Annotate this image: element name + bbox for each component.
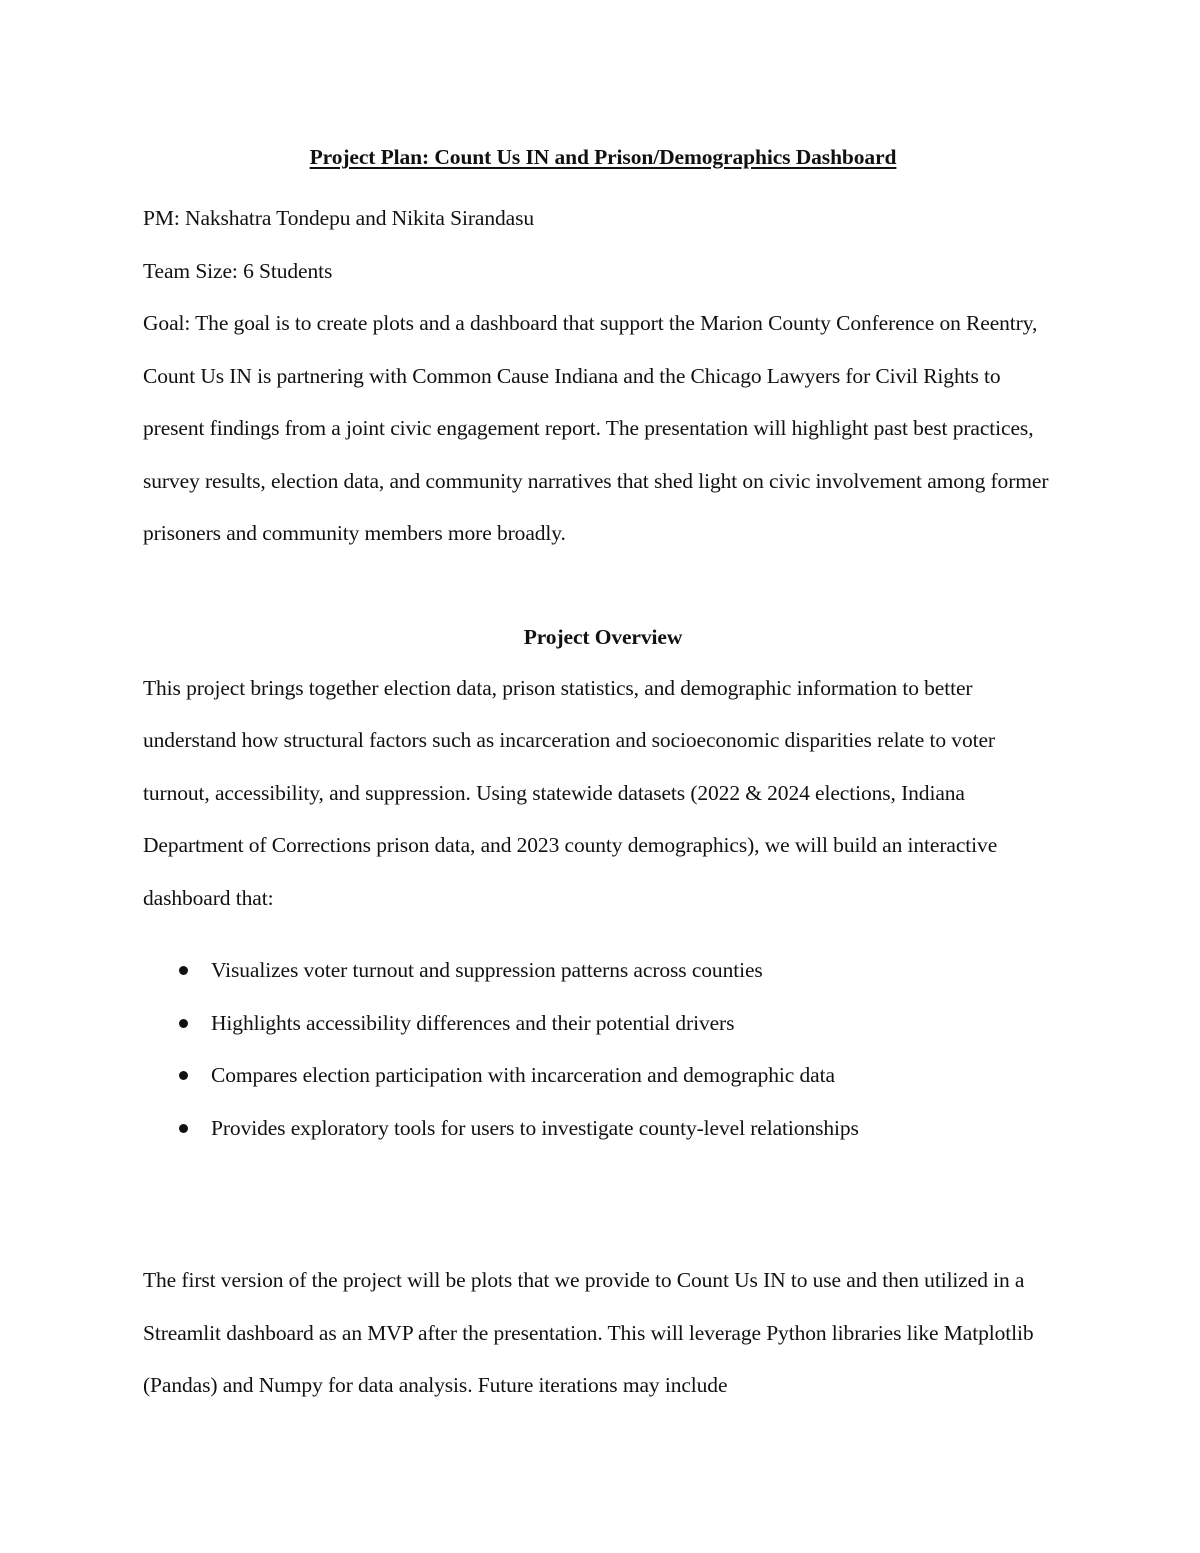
overview-heading: Project Overview (523, 624, 683, 649)
list-item (143, 997, 1063, 1050)
document-body (143, 138, 1063, 1412)
bullet-icon (179, 1019, 188, 1028)
list-item-text: Compares election participation with incarceration and demographic data (211, 1063, 835, 1087)
list-item (143, 944, 1063, 997)
list-item-text: Highlights accessibility differences and their potential drivers (211, 1010, 735, 1035)
list-item (143, 1049, 1063, 1102)
list-item (143, 1102, 1063, 1155)
goal-paragraph: Goal: The goal is to create plots and a dashboard that support the Marion County Conference on Reentry, Count Us IN is partnering with Common Cause Indiana and the Chicago Lawyers for Civil Rights to present findings from a joint civic engagement report. The presentation will highlight past best practices, survey results, election data, and community narratives that shed light on civic involvement among former prisoners and community members more broadly. (143, 311, 1049, 545)
bullet-icon (179, 1071, 188, 1080)
closing-paragraph: The first version of the project will be plots that we provide to Count Us IN to use and then utilized in a Streamlit dashboard as an MVP after the presentation. This will leverage Python libraries like Matplotlib (Pandas) and Numpy for data analysis. Future iterations may include (143, 1268, 1034, 1397)
document-title: Project Plan: Count Us IN and Prison/Demographics Dashboard (309, 145, 897, 169)
list-item-text: Provides exploratory tools for users to investigate county-level relationships (211, 1115, 859, 1140)
overview-paragraph: This project brings together election data, prison statistics, and demographic information to better understand how structural factors such as incarceration and socioeconomic disparities relate to voter turnout, accessibility, and suppression. Using statewide datasets (2022 & 2024 elections, Indiana Department of Corrections prison data, and 2023 county demographics), we will build an interactive dashboard that: (143, 675, 998, 910)
list-item-text: Visualizes voter turnout and suppression patterns across counties (211, 958, 763, 982)
bullet-icon (179, 966, 188, 975)
pm-line: PM: Nakshatra Tondepu and Nikita Sirandasu (143, 206, 534, 230)
feature-list (143, 944, 1063, 1154)
bullet-icon (179, 1124, 188, 1133)
team-size-line: Team Size: 6 Students (143, 258, 333, 283)
